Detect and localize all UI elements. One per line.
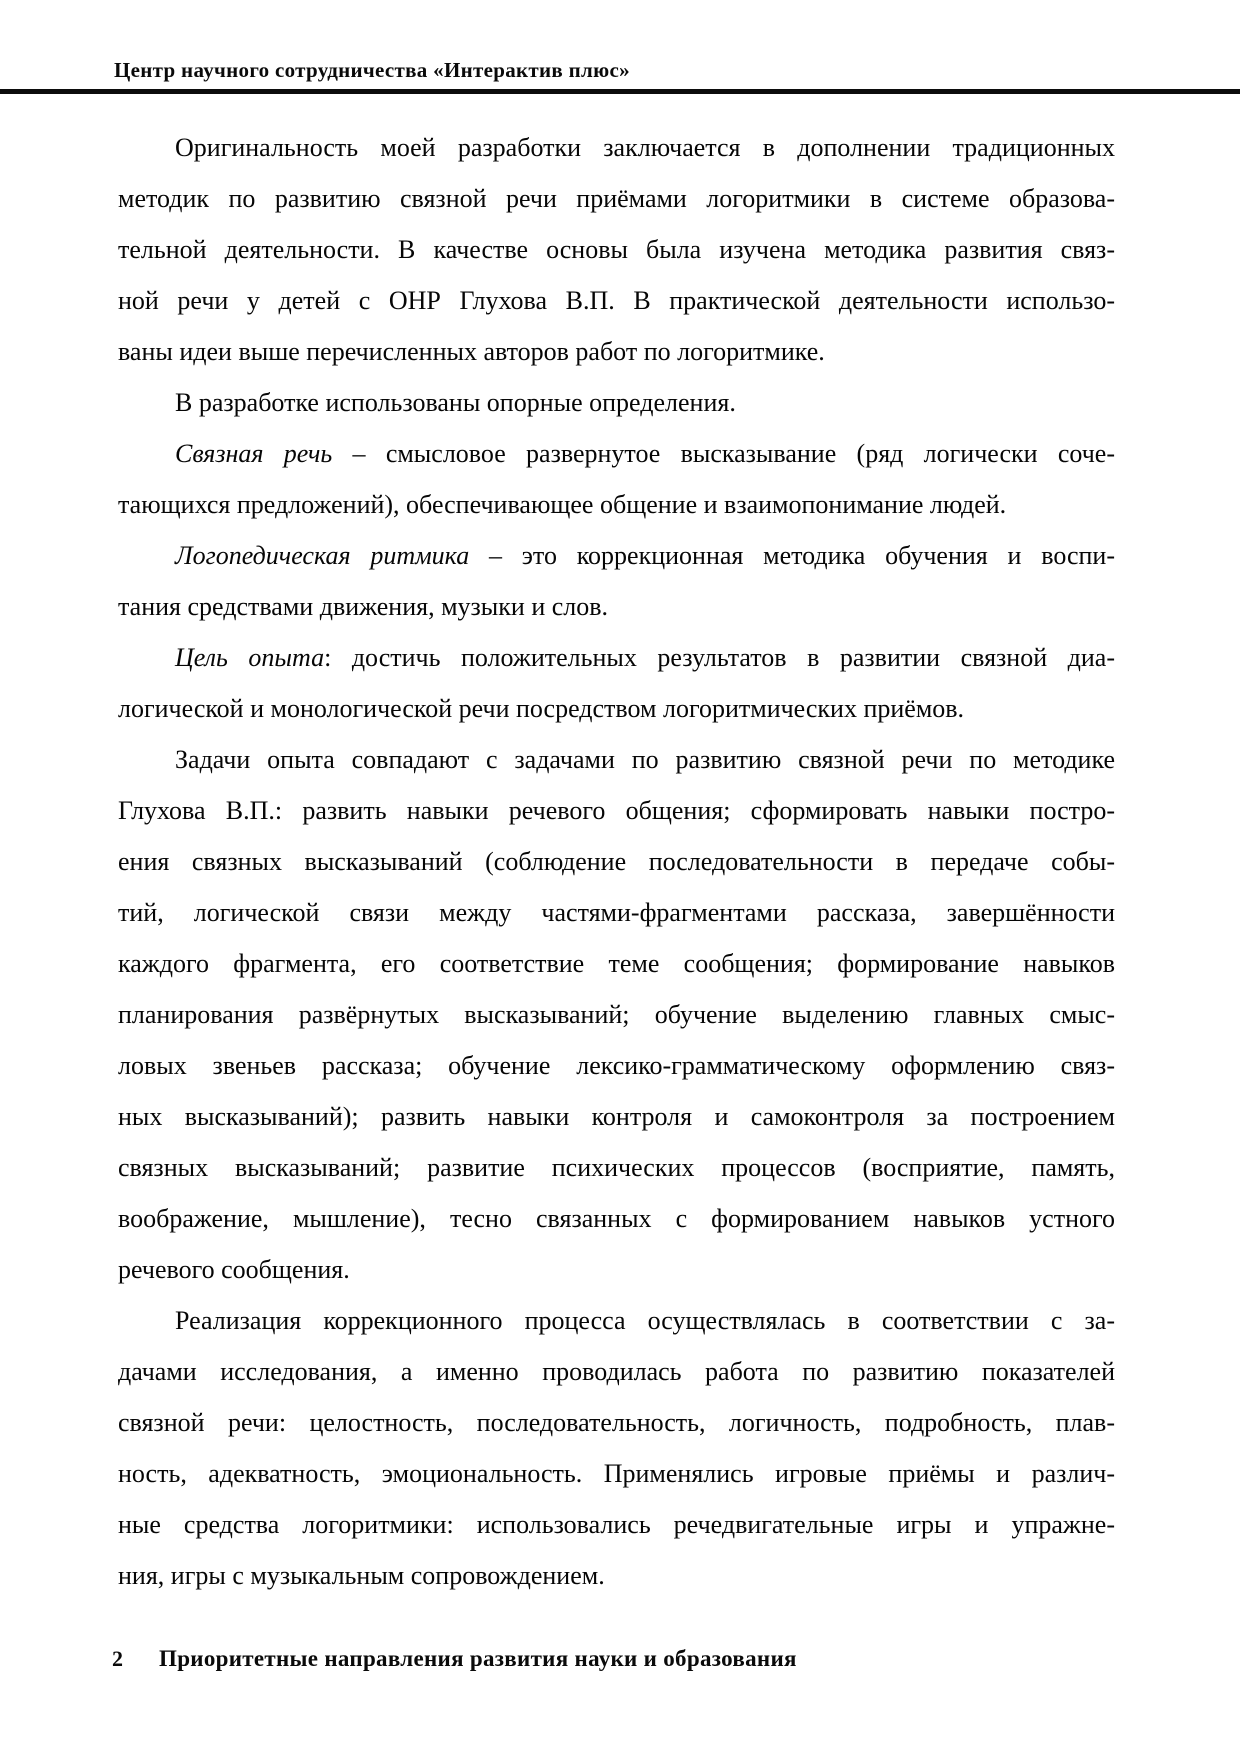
term-italic: Логопедическая ритмика: [175, 541, 470, 570]
text-line: В разработке использованы опорные определения.: [175, 388, 736, 417]
term-italic: Связная речь: [175, 439, 333, 468]
text-line: логической и монологической речи посредством логоритмических приёмов.: [118, 694, 965, 723]
header-rule: [0, 89, 1240, 94]
text-line: Реализация коррекционного процесса осуществлялась в соответствии с за-: [175, 1306, 1115, 1335]
header-title: Центр научного сотрудничества «Интерактив плюс»: [114, 58, 630, 82]
text-line: дачами исследования, а именно проводилась работа по развитию показателей: [118, 1357, 1115, 1386]
text-line: каждого фрагмента, его соответствие теме сообщения; формирование навыков: [118, 949, 1115, 978]
text-line: ных высказываний); развить навыки контроля и самоконтроля за построением: [118, 1102, 1115, 1131]
text-line: Задачи опыта совпадают с задачами по развитию связной речи по методике: [175, 745, 1115, 774]
paragraph: [118, 122, 1115, 377]
paragraph: [118, 530, 1115, 632]
term-italic: Цель опыта: [175, 643, 325, 672]
text-line: связной речи: целостность, последовательность, логичность, подробность, плав-: [118, 1408, 1115, 1437]
page-number: 2: [112, 1646, 123, 1671]
text-line: тельной деятельности. В качестве основы была изучена методика развития связ-: [118, 235, 1115, 264]
text-line: ной речи у детей с ОНР Глухова В.П. В практической деятельности использо-: [118, 286, 1115, 315]
text-line: ные средства логоритмики: использовались речедвигательные игры и упражне-: [118, 1510, 1115, 1539]
text-line: воображение, мышление), тесно связанных с формированием навыков устного: [118, 1204, 1115, 1233]
page-header: [114, 58, 1160, 83]
text-line: речевого сообщения.: [118, 1255, 350, 1284]
text-line: Глухова В.П.: развить навыки речевого общения; сформировать навыки постро-: [118, 796, 1115, 825]
paragraph: [118, 1295, 1115, 1601]
text-line: ность, адекватность, эмоциональность. Применялись игровые приёмы и различ-: [118, 1459, 1115, 1488]
document-body: [118, 122, 1115, 1601]
text-line: Связная речь – смысловое развернутое высказывание (ряд логически соче-: [175, 439, 1115, 468]
page-footer: [112, 1646, 797, 1672]
text-line: тающихся предложений), обеспечивающее общение и взаимопонимание людей.: [118, 490, 1007, 519]
text-line: ния, игры с музыкальным сопровождением.: [118, 1561, 605, 1590]
text-line: Логопедическая ритмика – это коррекционная методика обучения и воспи-: [175, 541, 1115, 570]
text-line: планирования развёрнутых высказываний; обучение выделению главных смыс-: [118, 1000, 1115, 1029]
text-line: тания средствами движения, музыки и слов.: [118, 592, 609, 621]
text-line: методик по развитию связной речи приёмами логоритмики в системе образова-: [118, 184, 1115, 213]
paragraph: [118, 734, 1115, 1295]
text-line: ловых звеньев рассказа; обучение лексико-грамматическому оформлению связ-: [118, 1051, 1115, 1080]
text-line: Цель опыта: достичь положительных результатов в развитии связной диа-: [175, 643, 1115, 672]
paragraph: [118, 377, 1115, 428]
text-line: связных высказываний; развитие психических процессов (восприятие, память,: [118, 1153, 1115, 1182]
text-line: ваны идеи выше перечисленных авторов работ по логоритмике.: [118, 337, 825, 366]
text-line: Оригинальность моей разработки заключается в дополнении традиционных: [175, 133, 1115, 162]
text-line: ения связных высказываний (соблюдение последовательности в передаче собы-: [118, 847, 1115, 876]
paragraph: [118, 632, 1115, 734]
text-line: тий, логической связи между частями-фрагментами рассказа, завершённости: [118, 898, 1115, 927]
paragraph: [118, 428, 1115, 530]
footer-title: Приоритетные направления развития науки и образования: [159, 1646, 797, 1671]
